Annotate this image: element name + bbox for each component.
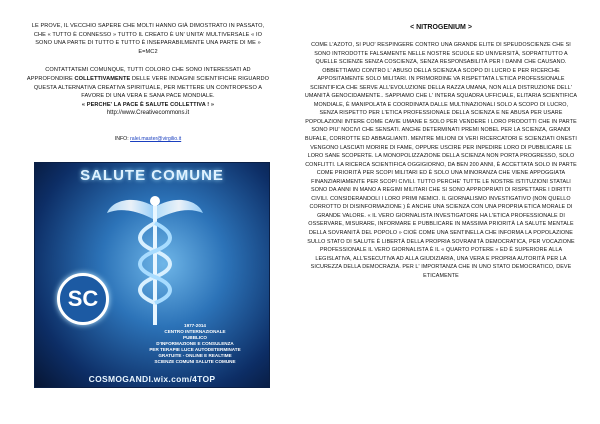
info-line — [26, 136, 270, 142]
contact-text-end: DELLE VERE INDAGINI SCIENTIFICHE RIGUARDO QUESTA ALTERNATIVA CREATIVA SPIRITUALE, PER METTERE UN CONTROPESO A FAVORE DI UNA VERA E SANA PACE MONDIALE. — [33, 75, 270, 100]
cover-line: PUBBLICO — [183, 335, 207, 341]
cover-line: SCIENZE COMUNI SALUTE COMUNE — [154, 359, 236, 365]
info-email-link[interactable]: ralei.master@virgilio.it — [130, 136, 182, 143]
contact-text-start: CONTATTATEMI COMUNQUE, TUTTI COLORO CHE SONO INTERESSATI AD APPROFONDIRE — [26, 67, 251, 82]
right-page — [290, 0, 600, 424]
section-title: < NITROGENIUM > — [410, 24, 472, 31]
cover-line: 1977-2014 — [184, 323, 206, 329]
cover-line: PER TERAPIE LUCE AUTODETERMINATE — [149, 347, 241, 353]
contact-emphasis: COLLETTIVAMENTE — [74, 75, 131, 82]
cover-line: CENTRO INTERNAZIONALE — [164, 329, 226, 335]
contact-paragraph — [26, 66, 270, 109]
cover-description — [127, 323, 263, 365]
left-page — [0, 0, 290, 424]
cover-title: SALUTE COMUNE — [80, 167, 224, 185]
sc-logo-badge: SC — [57, 273, 109, 325]
cover-footer-url: COSMOGANDI.wix.com/4TOP — [88, 374, 216, 385]
cover-image — [34, 162, 270, 388]
caduceus-icon — [105, 189, 205, 329]
peace-slogan: « PERCHE' LA PACE È SALUTE COLLETTIVA ! » — [81, 101, 215, 108]
cover-line: D'INFORMAZIONE E CONSULENZA — [156, 341, 234, 347]
creative-commons-link[interactable]: http://www.Creativecommons.it — [106, 110, 190, 117]
info-label: INFO: — [114, 136, 131, 143]
intro-paragraph: LE PROVE, IL VECCHIO SAPERE CHE MOLTI HANNO GIÀ DIMOSTRATO IN PASSATO, CHE « TUTTO È CONNESSO » TUTTO IL CREATO È UN' UNITA' MULTIVERSALE « IO SONO UNA PARTE DI TUTTO E TUTTO È INSEPARABILMENTE UNA PARTE DI ME » E=MC2 — [31, 23, 265, 55]
body-paragraph: COME L'AZOTO, SI PUO' RESPINGERE CONTRO UNA GRANDE ELITE DI SPEUDOSCIENZE CHE SI SONO INTRODOTTE FALSAMENTE NELLE NOSTRE SCUOLE ED UNIVERSITÀ, SOPRATTUTTO A QUELLE SCIENZE SENZA COSCIENZA, SENZA RESPONSABILITÀ PER I DANNI CHE CAUSANO. OBBIETTIAMO CONTRO L' ABUSO DELLA SCIENZA A SCOPO DI LUCRO E PER RICERCHE APPOSITAMENTE SOLO MILITARI. IN PRIMORDINE VA RISPETTATA L'ETICA PROFESSIONALE SCIENTIFICA CHE SERVE ALL'EVOLUZIONE DELLA RAZZA UMANA, NON ALLA DISTRUZIONE DELL' UMANITÀ GENOCIDAMENTE.. SAPPIAMO CHE L' INTERA SQUADRA UFFICIALE, ELITARIA SCIENTIFICA MONDIALE, È MANIPOLATA E COORDINATA DALLE MULTINAZIONALI SOLO A SCOPO DI LUCRO, SENZA RISPETTO PER L'ETICA PROFESSIONALE DELLA SCIENZA E NE ABUSA PER USARE POPOLAZIONI INTERE COME CAVIE UMANE E SOLO PER VENDERE I LORO PRODOTTI CHE IN PARTE SONO PIU' NOCIVI CHE SENSATI. ANCHE DETERMINATI PREMI NOBEL PER LA SCIENZA, GRANDI BUFALE, CORROTTE ED ABBAGLIANTI. MENTRE MILIONI DI VERI RICERCATORI E SCIENZIATI ONESTI VENGONO LASCIATI MORIRE DI FAME, OPPURE USCIRE PER INPEDIRE LORO DI PUBBLICARE LE LORO SANE SCOPERTE. LA MONOPOLIZZAZIONE DELLA SCIENZA NON PORTA PROGRESSO, SOLO CONFLITTI. LA RICERCA SCIENTIFICA OGGIGIORNO, DA BEN 200 ANNI, È ACCETTATA SOLO IN PARTE COME PRIORITÀ PER SCOPI MILITARI ED È SOLO UNA MINORANZA CHE VIENE APPOGGIATA FINANZIARIAMENTE PER SCOPI CIVILI. TUTTO PERCHE' TUTTE LE NOSTRE ISTITUZIONI STATALI SONO DA ANNI IN MANO A REGIMI MILITARI CHE SI SONO APPROPRIATI DI RISPETTARE I DIRITTI CIVILI. CONSIDERANDOLI I LORO PRIMI NEMICI. IL GIORNALISMO INVESTIGATIVO (NON QUELLO CORROTTO DI DISINFORMAZIONE ) È ANCHE UNA SCIENZA CON UNA PROPRIA ETICA MORALE DI GRANDE VALORE. « IL VERO GIORNALISTA INVESTIGATORE HA L'ETICA PROFESSIONALE DI OSSERVARE, MISURARE, INFORMARE E PUBBLICARE IN MASSIMA PRIORITÀ LA SALUTE MENTALE DELLA SOVRANITÀ DEL POPOLO » CIOÈ COME UNA SENTINELLA CHE INFORMA LA POPOLAZIONE SULLO STATO DI SALUTE È LIBERTÀ DELLA PROPRIA SOVRANITÀ DEMOCRATICA, PER VOCAZIONE PROFESSIONALE IL VERO GIORNALISTA È IL « QUARTO POTERE » ED È SUPERIORE ALLA LEGISLATIVA, ALL'ESECUTIVA AD ALLA GIUDIZIARIA, UNA VERA E PROPRIA AUTORITÀ PER LA SICUREZZA DELLA DEMOCRAZIA. PER L' IMPORTANZA CHE IN UNO STATO DEMOCRATICO, DEVE ETICAMENTE — [304, 42, 578, 279]
cover-line: GRATUITE - ONLINE E REALTIME — [158, 353, 232, 359]
